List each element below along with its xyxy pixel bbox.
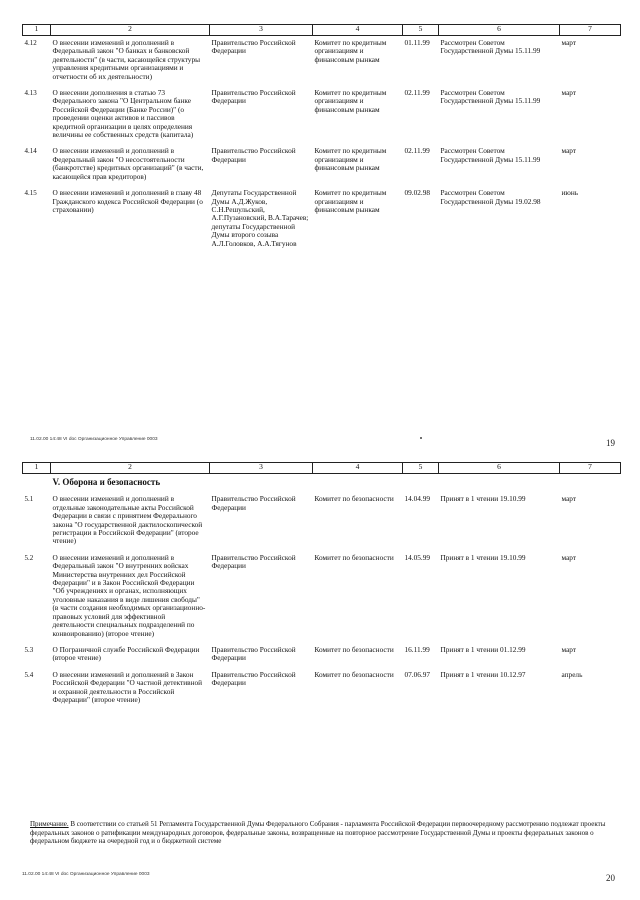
planned-month: июнь [561,188,579,198]
page-number: 19 [606,438,615,448]
row-number: 5.4 [24,670,34,679]
column-number: 5 [403,25,439,36]
footnote [30,820,615,846]
column-number: 3 [210,463,313,474]
initiator: Правительство Российской Федерации [211,552,296,571]
planned-month: март [561,88,577,98]
status: Принят в 1 чтении 10.12.97 [440,669,526,679]
responsible-committee: Комитет по кредитным организациям и финансовым рынкам [314,146,387,173]
column-number: 5 [403,463,439,474]
table-row [23,643,621,668]
table-row [23,36,621,87]
row-number: 4.13 [24,89,37,98]
planned-month: март [561,644,577,654]
submission-date: 14.04.99 [404,494,431,504]
column-number: 7 [560,463,621,474]
plan-table-bottom [22,462,621,709]
column-number: 2 [51,463,210,474]
planned-month: март [561,494,577,504]
status: Рассмотрен Советом Государственной Думы 15.11.99 [440,146,541,164]
column-number: 4 [313,463,403,474]
responsible-committee: Комитет по безопасности [314,644,394,654]
initiator: Депутаты Государственной Думы А.Д.Жуков, С.Н.Решульский, А.Г.Пузановский, В.А.Тарачев; депутаты Государственной Думы второго созыва А.Л.Головков, А.А.Тягунов [211,188,309,248]
section-title: V. Оборона и безопасность [52,477,161,487]
planned-month: март [561,146,577,156]
page-footer: 11.02.00 14:48 VI doc Организационное Управление 0003 [22,872,150,877]
bill-title: О внесении изменений и дополнений в Федеральный закон "О банках и банковской деятельности" (в части, касающейся структуры управления кредитными организациями и отчетности об их деятельности) [52,38,200,81]
status: Принят в 1 чтении 19.10.99 [440,552,526,562]
status: Принят в 1 чтении 01.12.99 [440,644,526,654]
column-number: 3 [210,25,313,36]
status: Рассмотрен Советом Государственной Думы 15.11.99 [440,38,541,56]
initiator: Правительство Российской Федерации [211,669,296,688]
bill-title: О внесении изменений и дополнений в Закон Российской Федерации "О частной детективной и охранной деятельности в Российской Федерации" (второе чтение) [52,669,203,704]
bill-title: О Пограничной службе Российской Федерации (второе чтение) [52,644,200,663]
initiator: Правительство Российской Федерации [211,494,296,512]
page-footer: 11.02.00 14:48 VI doc Организационное Управление 0003 [30,437,158,442]
row-number: 5.1 [24,495,34,504]
submission-date: 14.05.99 [404,552,431,562]
footnote-text: В соответствии со статьей 51 Регламента Государственной Думы Федерального Собрания - парламента Российской Федерации первоочередному рассмотрению подлежат проекты федеральных законов о ратификации международных договоров, федеральные законы, возвращенные на повторное рассмотрение Государственной Думы и проекты федеральных законов о федеральном бюджете на очередной год и о бюджетной системе [30,820,606,846]
scan-speck [420,437,422,439]
column-number: 4 [313,25,403,36]
column-number: 6 [439,463,560,474]
row-number: 4.15 [24,189,37,198]
bill-title: О внесении изменений и дополнений в Федеральный закон "О несостоятельности (банкротстве) кредитных организаций" (в части, касающейся прав кредиторов) [52,146,204,181]
responsible-committee: Комитет по кредитным организациям и финансовым рынкам [314,38,387,64]
responsible-committee: Комитет по кредитным организациям и финансовым рынкам [314,188,387,214]
responsible-committee: Комитет по безопасности [314,669,394,679]
planned-month: март [561,552,577,562]
responsible-committee: Комитет по безопасности [314,552,394,562]
bill-title: О внесении дополнения в статью 73 Федерального закона "О Центральном банке Российской Федерации (Банке России)" (о проведении оценки активов и пассивов кредитной организации в целях определения величины ее собственных средств (капитала) [52,88,194,140]
submission-date: 07.06.97 [404,669,431,679]
status: Рассмотрен Советом Государственной Думы 19.02.98 [440,188,541,206]
initiator: Правительство Российской Федерации [211,88,296,106]
table-row [23,492,621,550]
column-number: 2 [51,25,210,36]
table-row [23,551,621,643]
footnote-label: Примечание. [30,820,69,828]
initiator: Правительство Российской Федерации [211,644,296,663]
status: Принят в 1 чтении 19.10.99 [440,494,526,504]
bill-title: О внесении изменений и дополнений в главу 48 Гражданского кодекса Российской Федерации (о страховании) [52,188,203,214]
planned-month: март [561,38,577,47]
plan-table-top-body [23,25,621,253]
section-heading-row [23,474,621,493]
initiator: Правительство Российской Федерации [211,146,296,164]
column-number: 6 [439,25,560,36]
column-number-header [23,25,621,36]
table-row [23,144,621,186]
table-row [23,186,621,253]
status: Рассмотрен Советом Государственной Думы 15.11.99 [440,88,541,106]
row-number: 4.12 [24,39,37,47]
row-number: 5.2 [24,553,34,562]
submission-date: 09.02.98 [404,188,431,198]
submission-date: 02.11.99 [404,146,430,156]
submission-date: 16.11.99 [404,644,430,654]
responsible-committee: Комитет по кредитным организациям и финансовым рынкам [314,88,387,114]
row-number: 4.14 [24,147,37,156]
submission-date: 02.11.99 [404,88,430,98]
column-number: 7 [560,25,621,36]
page-number: 20 [606,873,615,883]
table-row [23,668,621,710]
planned-month: апрель [561,669,583,679]
bill-title: О внесении изменений и дополнений в отдельные законодательные акты Российской Федерации в связи с принятием Федерального закона "О государственной дактилоскопической регистрации в Российской Федерации" (второе чтение) [52,494,203,546]
plan-table-bottom-body [23,463,621,710]
column-number: 1 [23,463,51,474]
responsible-committee: Комитет по безопасности [314,494,394,504]
column-number: 1 [23,25,51,36]
row-number: 5.3 [24,645,34,654]
bill-title: О внесении изменений и дополнений в Федеральный закон "О внутренних войсках Министерства внутренних дел Российской Федерации" и в Закон Российской Федерации "Об учреждениях и органах, исполняющих уголовные наказания в виде лишения свободы" (в части создания необходимых организационно-правовых условий для эффективной деятельности специальных подразделений по конвоированию) (второе чтение) [52,552,206,638]
column-number-header [23,463,621,474]
plan-table-top [22,24,621,253]
initiator: Правительство Российской Федерации [211,38,296,56]
table-row [23,86,621,144]
submission-date: 01.11.99 [404,38,430,47]
